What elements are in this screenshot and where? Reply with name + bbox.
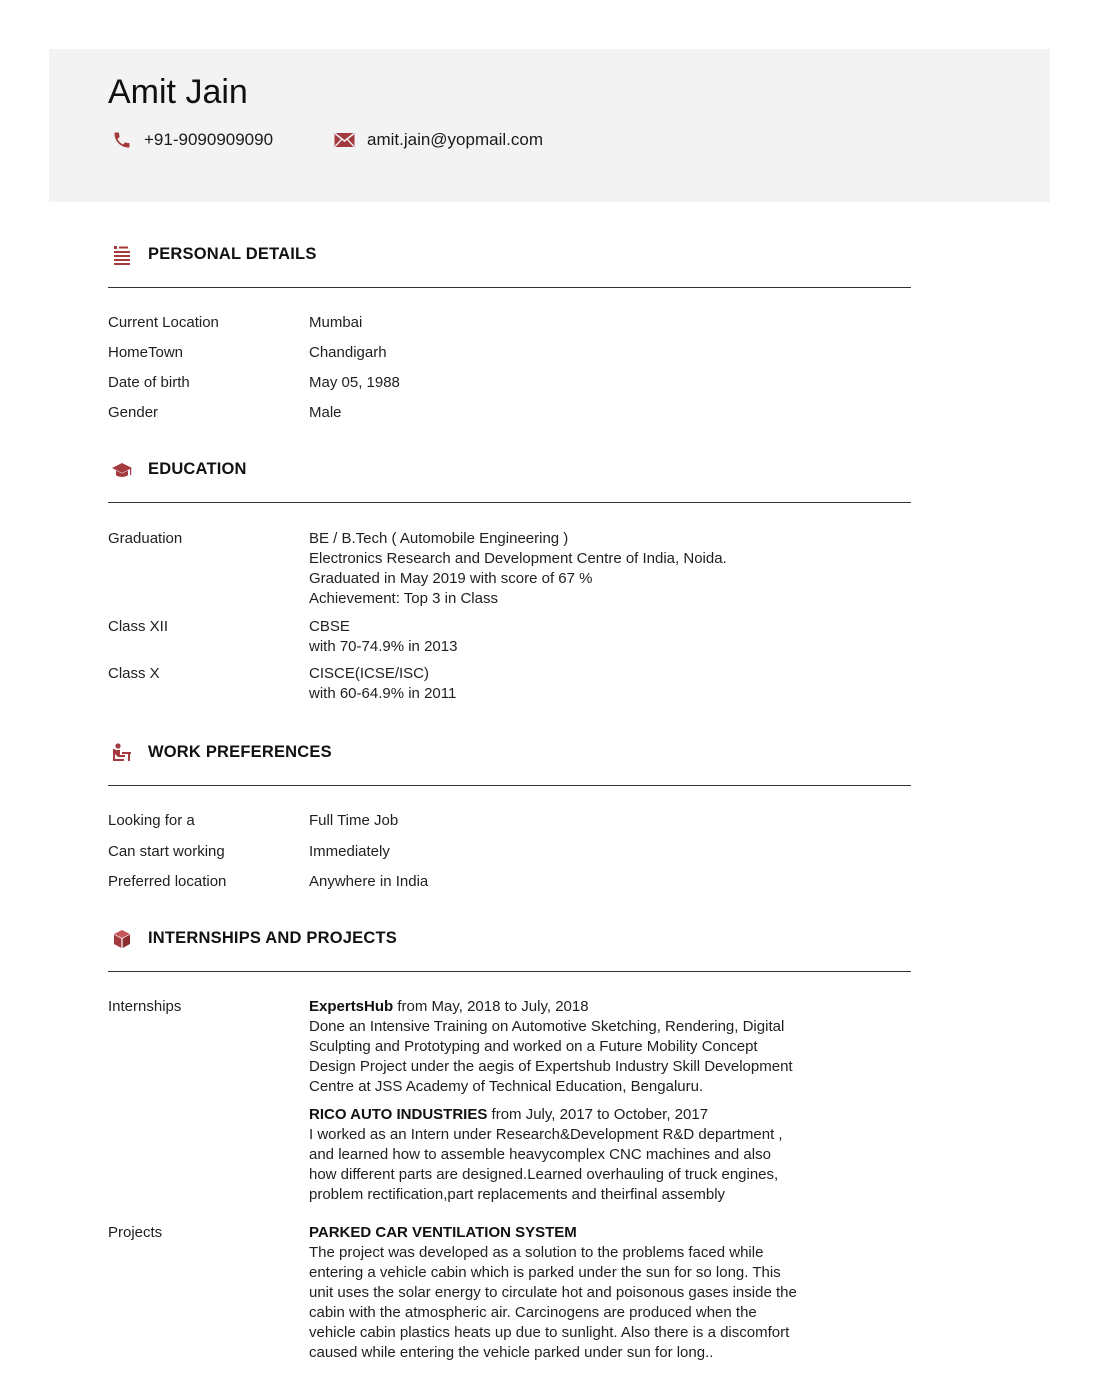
project-title: PARKED CAR VENTILATION SYSTEM xyxy=(309,1224,577,1241)
section-title: EDUCATION xyxy=(148,460,247,478)
email-address[interactable]: amit.jain@yopmail.com xyxy=(367,130,543,149)
detail-value: Male xyxy=(309,404,342,421)
list-icon xyxy=(112,245,132,265)
education-label: Graduation xyxy=(108,530,183,547)
internship-company: ExpertsHub xyxy=(309,998,394,1015)
internship-description-line: problem rectification,part replacements and theirfinal assembly xyxy=(309,1186,726,1203)
email-contact xyxy=(334,130,543,150)
education-line: Graduated in May 2019 with score of 67 % xyxy=(309,570,593,587)
graduation-cap-icon xyxy=(112,460,132,480)
education-label: Class XII xyxy=(108,618,169,635)
project-description-line: vehicle cabin plastics heats up due to sunlight. Also there is a discomfort xyxy=(309,1324,790,1341)
education-line: CISCE(ICSE/ISC) xyxy=(309,665,430,682)
internship-description-line: Design Project under the aegis of Expertshub Industry Skill Development xyxy=(309,1058,793,1075)
internships-label: Internships xyxy=(108,998,182,1015)
preference-label: Can start working xyxy=(108,843,225,860)
projects-label: Projects xyxy=(108,1224,163,1241)
cube-icon xyxy=(112,929,132,949)
section-education xyxy=(108,452,911,503)
internship-company: RICO AUTO INDUSTRIES xyxy=(309,1106,488,1123)
internship-description-line: Sculpting and Prototyping and worked on a Future Mobility Concept xyxy=(309,1038,758,1055)
envelope-icon xyxy=(334,132,355,148)
preference-label: Preferred location xyxy=(108,873,227,890)
project-description-line: entering a vehicle cabin which is parked under the sun for so long. This xyxy=(309,1264,781,1281)
candidate-name: Amit Jain xyxy=(108,73,248,111)
project-description-line: cabin with the atmospheric air. Carcinogens are produced when the xyxy=(309,1304,757,1321)
section-title: WORK PREFERENCES xyxy=(148,743,332,761)
section-work-preferences xyxy=(108,735,911,786)
education-value xyxy=(309,664,839,704)
education-value xyxy=(309,617,839,657)
internship-heading xyxy=(309,1105,839,1125)
detail-value: Chandigarh xyxy=(309,344,387,361)
detail-label: Gender xyxy=(108,404,159,421)
internship-description-line: I worked as an Intern under Research&Development R&D department , xyxy=(309,1126,783,1143)
detail-label: Date of birth xyxy=(108,374,190,391)
education-line: with 70-74.9% in 2013 xyxy=(309,638,458,655)
education-line: BE / B.Tech ( Automobile Engineering ) xyxy=(309,530,569,547)
person-at-desk-icon xyxy=(112,743,132,763)
section-personal-details xyxy=(108,237,911,288)
detail-label: HomeTown xyxy=(108,344,184,361)
internship-period: from May, 2018 to July, 2018 xyxy=(397,998,589,1015)
preference-value: Immediately xyxy=(309,843,390,860)
project-entry xyxy=(309,1223,839,1363)
education-line: CBSE xyxy=(309,618,350,635)
preference-value: Full Time Job xyxy=(309,812,399,829)
education-line: Electronics Research and Development Centre of India, Noida. xyxy=(309,550,727,567)
detail-value: Mumbai xyxy=(309,314,363,331)
internship-entry xyxy=(309,997,839,1097)
resume-header xyxy=(49,49,1050,202)
internship-description-line: and learned how to assemble heavycomplex CNC machines and also xyxy=(309,1146,771,1163)
projects-list xyxy=(309,1223,839,1363)
internship-description-line: Centre at JSS Academy of Technical Education, Bengaluru. xyxy=(309,1078,704,1095)
project-description-line: caused while entering the vehicle parked under sun for long.. xyxy=(309,1344,714,1361)
project-description-line: The project was developed as a solution to the problems faced while xyxy=(309,1244,764,1261)
internship-description-line: how different parts are designed.Learned overhauling of truck engines, xyxy=(309,1166,779,1183)
project-heading xyxy=(309,1223,839,1243)
preference-value: Anywhere in India xyxy=(309,873,429,890)
section-internships-projects xyxy=(108,921,911,972)
preference-label: Looking for a xyxy=(108,812,195,829)
section-title: INTERNSHIPS AND PROJECTS xyxy=(148,929,397,947)
phone-contact xyxy=(112,130,273,150)
phone-number[interactable]: +91-9090909090 xyxy=(144,130,274,149)
education-line: with 60-64.9% in 2011 xyxy=(309,685,457,702)
internship-description-line: Done an Intensive Training on Automotive Sketching, Rendering, Digital xyxy=(309,1018,785,1035)
internship-entry xyxy=(309,1105,839,1205)
internships-list xyxy=(309,997,839,1205)
education-line: Achievement: Top 3 in Class xyxy=(309,590,498,607)
education-label: Class X xyxy=(108,665,160,682)
education-value xyxy=(309,529,839,609)
detail-label: Current Location xyxy=(108,314,219,331)
internship-heading xyxy=(309,997,839,1017)
phone-icon xyxy=(112,130,132,150)
section-title: PERSONAL DETAILS xyxy=(148,245,317,263)
internship-period: from July, 2017 to October, 2017 xyxy=(491,1106,709,1123)
project-description-line: unit uses the solar energy to circulate hot and poisonous gases inside the xyxy=(309,1284,797,1301)
detail-value: May 05, 1988 xyxy=(309,374,400,391)
